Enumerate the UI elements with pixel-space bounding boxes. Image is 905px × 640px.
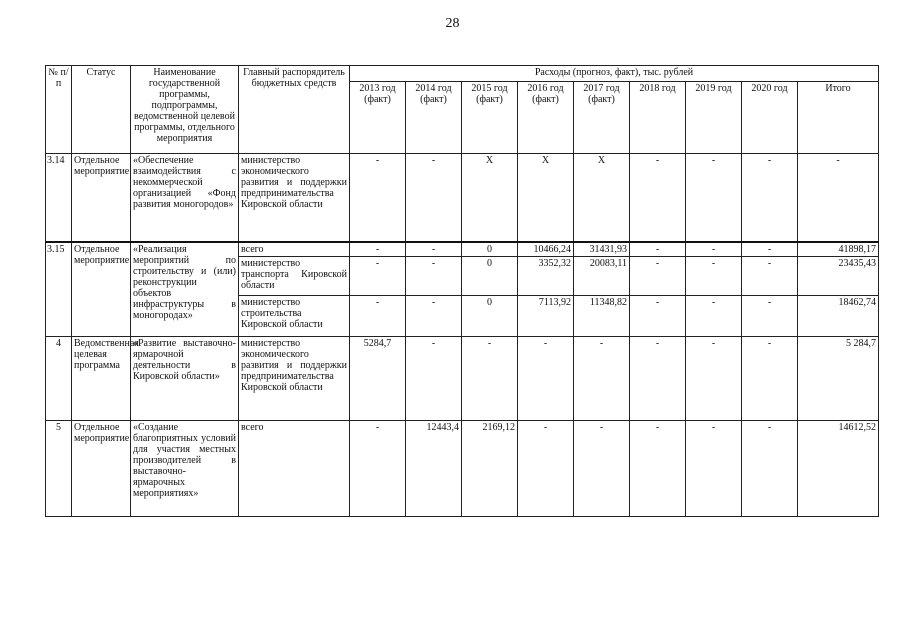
value-2018: -	[630, 336, 686, 420]
value-2015: Х	[462, 154, 518, 242]
value-total: -	[798, 154, 879, 242]
header-year-2018: 2018 год	[630, 82, 686, 154]
value-2018: -	[630, 295, 686, 336]
value-2016: -	[518, 336, 574, 420]
value-2020: -	[742, 154, 798, 242]
value-2020: -	[742, 336, 798, 420]
value-total: 14612,52	[798, 420, 879, 516]
row-status: Отдельное мероприятие	[72, 420, 131, 516]
header-year-2014: 2014 год (факт)	[406, 82, 462, 154]
row-distributor: министерство экономического развития и поддержки предпринимательства Кировской области	[239, 336, 350, 420]
value-2013: 5284,7	[350, 336, 406, 420]
row-distributor: всего	[239, 242, 350, 257]
row-distributor: всего	[239, 420, 350, 516]
header-year-2015: 2015 год (факт)	[462, 82, 518, 154]
header-num: № п/п	[46, 66, 72, 154]
header-year-2020: 2020 год	[742, 82, 798, 154]
value-2015: 0	[462, 256, 518, 295]
table-row	[46, 242, 879, 257]
value-2015: -	[462, 336, 518, 420]
row-status: Ведомственная целевая программа	[72, 336, 131, 420]
row-name: «Реализация мероприятий по строительству и (или) реконструкции объектов инфраструктуры в моногородах»	[131, 242, 239, 337]
row-num: 3.14	[46, 154, 72, 242]
row-status: Отдельное мероприятие	[72, 154, 131, 242]
row-name: «Создание благоприятных условий для участия местных производителей в выставочно-ярмарочных мероприятиях»	[131, 420, 239, 516]
header-row-1	[46, 66, 879, 82]
value-2020: -	[742, 420, 798, 516]
value-2020: -	[742, 256, 798, 295]
value-2018: -	[630, 154, 686, 242]
row-name: «Развитие выставочно-ярмарочной деятельности в Кировской области»	[131, 336, 239, 420]
value-2014: -	[406, 242, 462, 257]
value-2016: 7113,92	[518, 295, 574, 336]
value-2014: -	[406, 154, 462, 242]
value-2014: -	[406, 256, 462, 295]
header-year-2019: 2019 год	[686, 82, 742, 154]
value-2016: 3352,32	[518, 256, 574, 295]
header-status: Статус	[72, 66, 131, 154]
value-2018: -	[630, 256, 686, 295]
value-2018: -	[630, 242, 686, 257]
value-2017: -	[574, 336, 630, 420]
header-total: Итого	[798, 82, 879, 154]
header-year-2017: 2017 год (факт)	[574, 82, 630, 154]
value-2013: -	[350, 420, 406, 516]
header-distributor: Главный распорядитель бюджетных средств	[239, 66, 350, 154]
table-row	[46, 420, 879, 516]
value-2019: -	[686, 336, 742, 420]
value-2013: -	[350, 242, 406, 257]
value-2017: -	[574, 420, 630, 516]
value-2018: -	[630, 420, 686, 516]
value-total: 41898,17	[798, 242, 879, 257]
value-total: 18462,74	[798, 295, 879, 336]
header-year-2016: 2016 год (факт)	[518, 82, 574, 154]
value-2017: 11348,82	[574, 295, 630, 336]
value-2019: -	[686, 295, 742, 336]
value-2020: -	[742, 295, 798, 336]
value-2019: -	[686, 154, 742, 242]
value-2019: -	[686, 256, 742, 295]
value-2014: -	[406, 336, 462, 420]
value-2013: -	[350, 154, 406, 242]
table-row	[46, 154, 879, 242]
row-name: «Обеспечение взаимодействия с некоммерческой организацией «Фонд развития моногородов»	[131, 154, 239, 242]
row-distributor: министерство экономического развития и поддержки предпринимательства Кировской области	[239, 154, 350, 242]
value-2020: -	[742, 242, 798, 257]
value-2016: -	[518, 420, 574, 516]
value-2016: 10466,24	[518, 242, 574, 257]
row-distributor: министерство строительства Кировской области	[239, 295, 350, 336]
header-name: Наименование государственной программы, подпрограммы, ведомственной целевой программы, отдельного мероприятия	[131, 66, 239, 154]
row-num: 3.15	[46, 242, 72, 337]
row-num: 5	[46, 420, 72, 516]
header-year-2013: 2013 год (факт)	[350, 82, 406, 154]
value-2014: -	[406, 295, 462, 336]
value-2019: -	[686, 420, 742, 516]
header-expenses: Расходы (прогноз, факт), тыс. рублей	[350, 66, 879, 82]
budget-table	[45, 65, 879, 517]
value-total: 5 284,7	[798, 336, 879, 420]
value-2015: 0	[462, 242, 518, 257]
value-2017: Х	[574, 154, 630, 242]
value-2017: 20083,11	[574, 256, 630, 295]
value-2013: -	[350, 256, 406, 295]
row-num: 4	[46, 336, 72, 420]
row-status: Отдельное мероприятие	[72, 242, 131, 337]
page-number: 28	[445, 16, 460, 31]
value-2016: Х	[518, 154, 574, 242]
value-2019: -	[686, 242, 742, 257]
value-2015: 0	[462, 295, 518, 336]
value-total: 23435,43	[798, 256, 879, 295]
value-2017: 31431,93	[574, 242, 630, 257]
value-2015: 2169,12	[462, 420, 518, 516]
table-row	[46, 336, 879, 420]
value-2013: -	[350, 295, 406, 336]
row-distributor: министерство транспорта Кировской области	[239, 256, 350, 295]
value-2014: 12443,4	[406, 420, 462, 516]
